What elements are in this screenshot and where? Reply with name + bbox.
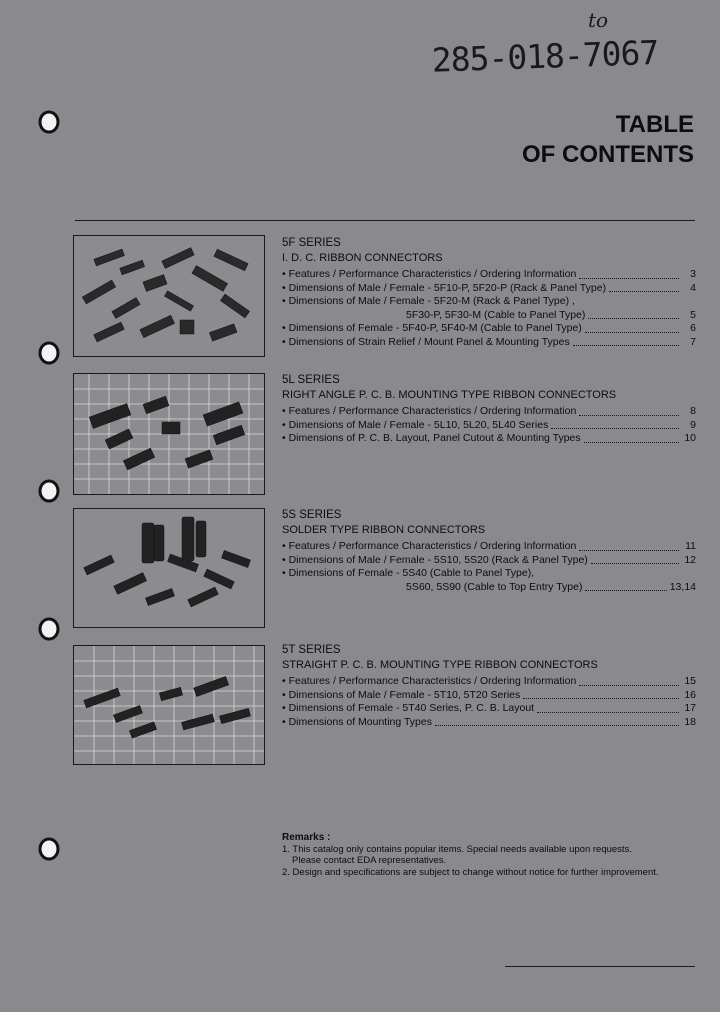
toc-entry[interactable]: • Dimensions of Male / Female - 5S10, 5S20 (Rack & Panel Type) 12 <box>282 553 696 566</box>
series-subtitle: SOLDER TYPE RIBBON CONNECTORS <box>282 523 486 536</box>
series-subtitle: RIGHT ANGLE P. C. B. MOUNTING TYPE RIBBON CONNECTORS <box>282 388 617 401</box>
title-line-1: TABLE <box>615 111 694 138</box>
series-subtitle: I. D. C. RIBBON CONNECTORS <box>282 251 443 264</box>
series-title: 5S SERIES <box>282 509 342 521</box>
handwritten-code: 285-018-7067 <box>431 32 659 80</box>
remarks-title: Remarks : <box>282 832 331 843</box>
toc-entry[interactable]: • Dimensions of P. C. B. Layout, Panel Cutout & Mounting Types 10 <box>282 432 696 444</box>
5s-series-photo <box>73 508 265 628</box>
series-title: 5L SERIES <box>282 374 340 386</box>
toc-entry[interactable]: • Features / Performance Characteristics / Ordering Information 11 <box>282 540 696 552</box>
title-line-2: OF CONTENTS <box>522 141 694 168</box>
binder-hole-icon <box>38 109 60 135</box>
section-5s <box>282 509 696 594</box>
toc-entry[interactable]: • Dimensions of Female - 5S40 (Cable to Panel Type), <box>282 567 535 579</box>
toc-entry[interactable]: • Features / Performance Characteristics / Ordering Information 8 <box>282 405 696 417</box>
5t-series-photo <box>73 645 265 765</box>
toc-entry[interactable]: • Dimensions of Female - 5F40-P, 5F40-M (Cable to Panel Type) 6 <box>282 322 696 334</box>
5f-series-photo <box>73 235 265 357</box>
toc-entry[interactable]: • Dimensions of Male / Female - 5F10-P, 5F20-P (Rack & Panel Type) 4 <box>282 281 696 294</box>
5l-series-photo <box>73 373 265 495</box>
remark-item: Please contact EDA representatives. <box>292 855 447 866</box>
section-5t <box>282 644 696 729</box>
remarks <box>282 832 682 878</box>
toc-entry[interactable]: 5F30-P, 5F30-M (Cable to Panel Type) 5 <box>406 308 696 321</box>
toc-entry[interactable]: • Features / Performance Characteristics / Ordering Information 15 <box>282 675 696 687</box>
toc-entry[interactable]: • Dimensions of Male / Female - 5T10, 5T20 Series 16 <box>282 688 696 701</box>
series-title: 5F SERIES <box>282 237 341 249</box>
divider <box>75 220 695 221</box>
toc-entry[interactable]: 5S60, 5S90 (Cable to Top Entry Type) 13,14 <box>406 580 696 593</box>
section-5l <box>282 374 696 446</box>
toc-entry[interactable]: • Dimensions of Strain Relief / Mount Panel & Mounting Types 7 <box>282 335 696 348</box>
toc-entry[interactable]: • Dimensions of Mounting Types 18 <box>282 715 696 728</box>
divider <box>505 966 695 967</box>
toc-entry[interactable]: • Dimensions of Male / Female - 5F20-M (Rack & Panel Type) , <box>282 295 575 307</box>
remark-item: 1. This catalog only contains popular items. Special needs available upon requests. <box>282 843 632 855</box>
toc-entry[interactable]: • Features / Performance Characteristics / Ordering Information 3 <box>282 268 696 280</box>
handwritten-note: to <box>588 8 609 32</box>
binder-hole-icon <box>38 340 60 366</box>
binder-hole-icon <box>38 478 60 504</box>
toc-entry[interactable]: • Dimensions of Male / Female - 5L10, 5L20, 5L40 Series 9 <box>282 418 696 431</box>
series-subtitle: STRAIGHT P. C. B. MOUNTING TYPE RIBBON CONNECTORS <box>282 658 598 671</box>
remark-item: 2. Design and specifications are subject to change without notice for further improvement. <box>282 866 659 878</box>
binder-hole-icon <box>38 836 60 862</box>
section-5f <box>282 237 696 349</box>
binder-hole-icon <box>38 616 60 642</box>
toc-entry[interactable]: • Dimensions of Female - 5T40 Series, P. C. B. Layout 17 <box>282 702 696 714</box>
series-title: 5T SERIES <box>282 644 341 656</box>
page-title <box>522 110 694 170</box>
